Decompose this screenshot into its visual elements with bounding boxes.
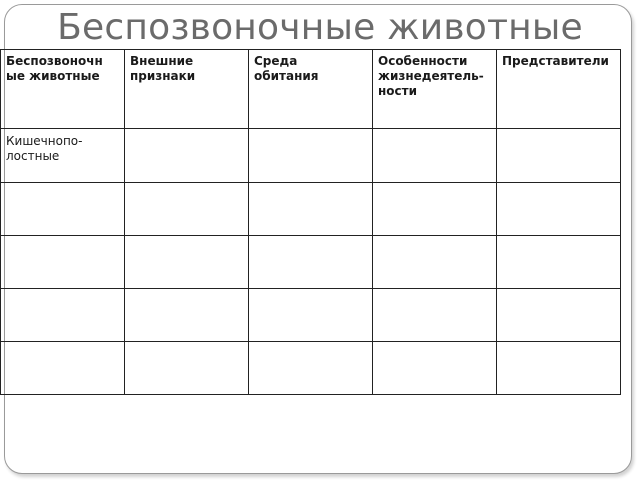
table-cell[interactable] bbox=[373, 236, 497, 289]
table-cell[interactable] bbox=[249, 183, 373, 236]
table-row bbox=[1, 183, 621, 236]
table-cell[interactable] bbox=[125, 129, 249, 183]
header-cell-life-features: Особенности жизнедеятель- ности bbox=[373, 50, 497, 129]
table-cell[interactable]: Кишечнопо- лостные bbox=[1, 129, 125, 183]
table-cell[interactable] bbox=[373, 129, 497, 183]
table-cell[interactable] bbox=[497, 289, 621, 342]
table-header-row bbox=[1, 50, 621, 129]
invertebrates-table bbox=[0, 49, 621, 395]
table-cell[interactable] bbox=[249, 289, 373, 342]
table-cell[interactable] bbox=[1, 183, 125, 236]
table-cell[interactable] bbox=[373, 183, 497, 236]
header-cell-habitat: Среда обитания bbox=[249, 50, 373, 129]
table-cell[interactable] bbox=[1, 236, 125, 289]
table-row bbox=[1, 236, 621, 289]
table-cell[interactable] bbox=[497, 236, 621, 289]
table-cell[interactable] bbox=[125, 236, 249, 289]
table-cell[interactable] bbox=[497, 342, 621, 395]
table-cell[interactable] bbox=[1, 289, 125, 342]
table-row bbox=[1, 129, 621, 183]
table-cell[interactable] bbox=[249, 342, 373, 395]
table-cell[interactable] bbox=[373, 289, 497, 342]
table-cell[interactable] bbox=[125, 342, 249, 395]
table-cell[interactable] bbox=[125, 289, 249, 342]
table-cell[interactable] bbox=[373, 342, 497, 395]
header-cell-representatives: Представители bbox=[497, 50, 621, 129]
table-row bbox=[1, 342, 621, 395]
table-cell[interactable] bbox=[249, 236, 373, 289]
table-cell[interactable] bbox=[125, 183, 249, 236]
header-cell-invertebrates: Беспозвоночн ые животные bbox=[1, 50, 125, 129]
table-cell[interactable] bbox=[1, 342, 125, 395]
header-cell-external-features: Внешние признаки bbox=[125, 50, 249, 129]
table-cell[interactable] bbox=[497, 183, 621, 236]
slide-title: Беспозвоночные животные bbox=[57, 7, 583, 48]
table-cell[interactable] bbox=[497, 129, 621, 183]
table-row bbox=[1, 289, 621, 342]
table-cell[interactable] bbox=[249, 129, 373, 183]
